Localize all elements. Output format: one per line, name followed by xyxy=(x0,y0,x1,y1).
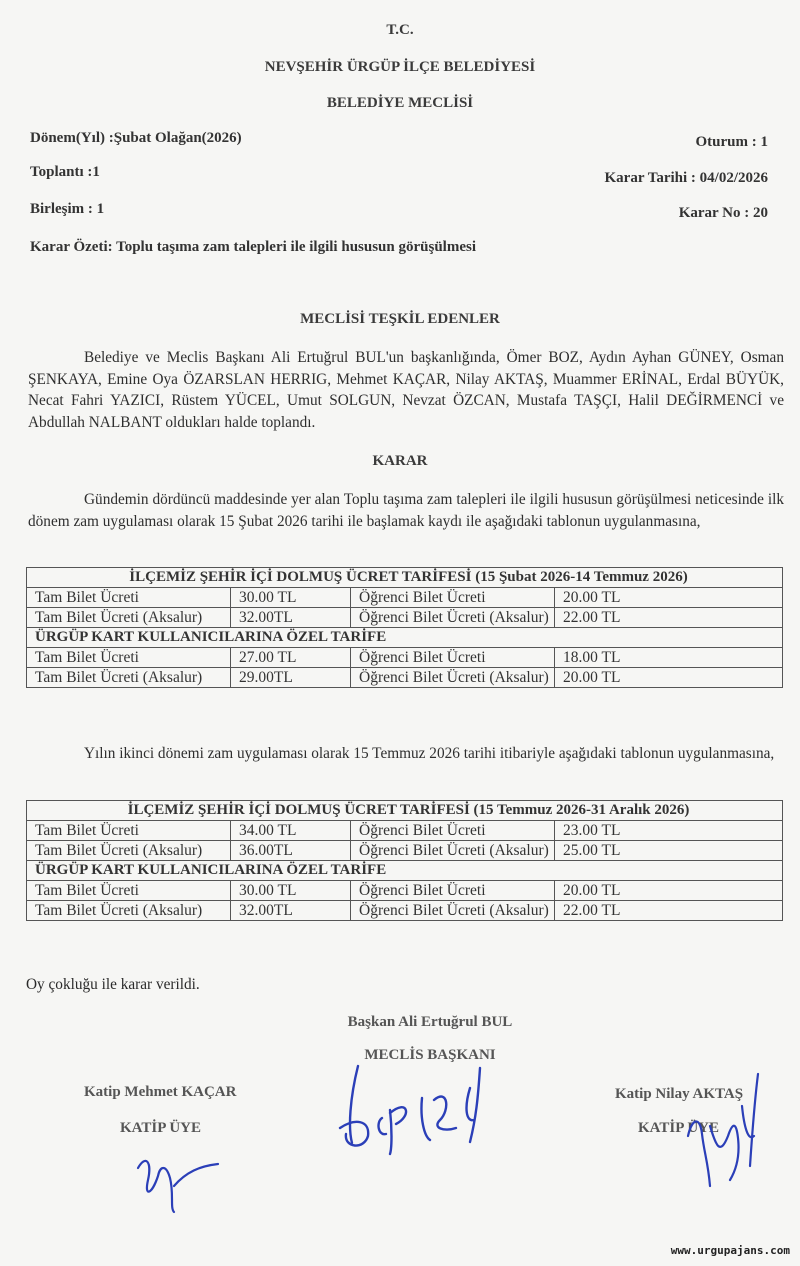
decision-date: Karar Tarihi : 04/02/2026 xyxy=(604,170,768,186)
table-subtitle: ÜRGÜP KART KULLANICILARINA ÖZEL TARİFE xyxy=(27,628,783,648)
fare-label: Öğrenci Bilet Ücreti xyxy=(351,648,555,668)
fare-label: Tam Bilet Ücreti (Aksalur) xyxy=(27,608,231,628)
decision-summary: Karar Özeti: Toplu taşıma zam talepleri ile ilgili hususun görüşülmesi xyxy=(30,239,476,255)
fare-value: 22.00 TL xyxy=(555,608,783,628)
fare-label: Öğrenci Bilet Ücreti xyxy=(351,881,555,901)
closing-statement: Oy çokluğu ile karar verildi. xyxy=(26,976,200,993)
table-row xyxy=(27,881,783,901)
fare-label: Tam Bilet Ücreti xyxy=(27,881,231,901)
fare-label: Öğrenci Bilet Ücreti (Aksalur) xyxy=(351,668,555,688)
members-paragraph: Belediye ve Meclis Başkanı Ali Ertuğrul BUL'un başkanlığında, Ömer BOZ, Aydın Ayhan GÜNEY, Osman ŞENKAYA, Emine Oya ÖZARSLAN HERRIG, Mehmet KAÇAR, Nilay AKTAŞ, Muammer ERİNAL, Erdal BÜYÜK, Necat Fahri YAZICI, Rüstem YÜCEL, Umut SOLGUN, Nevzat ÖZCAN, Mustafa TAŞÇI, Halil DEĞİRMENCİ ve Abdullah NALBANT oldukları halde toplandı. xyxy=(28,349,784,431)
header-tc: T.C. xyxy=(386,22,414,38)
clerk2-signature xyxy=(670,1066,780,1196)
president-name: Başkan Ali Ertuğrul BUL xyxy=(347,1014,513,1030)
fare-label: Öğrenci Bilet Ücreti xyxy=(351,588,555,608)
fare-label: Öğrenci Bilet Ücreti xyxy=(351,821,555,841)
decision-number: Karar No : 20 xyxy=(678,205,768,221)
clerk1-title: KATİP ÜYE xyxy=(120,1120,201,1136)
fare-value: 25.00 TL xyxy=(555,841,783,861)
fare-label: Tam Bilet Ücreti (Aksalur) xyxy=(27,841,231,861)
table-subtitle-row xyxy=(27,628,783,648)
fare-value: 20.00 TL xyxy=(555,588,783,608)
clerk2-title: KATİP ÜYE xyxy=(638,1120,719,1136)
table-title-row xyxy=(27,568,783,588)
table-row xyxy=(27,821,783,841)
fare-label: Öğrenci Bilet Ücreti (Aksalur) xyxy=(351,901,555,921)
decision-paragraph-1: Gündemin dördüncü maddesinde yer alan Toplu taşıma zam talepleri ile ilgili hususun görüşülmesi neticesinde ilk dönem zam uygulaması olarak 15 Şubat 2026 tarihi ile başlamak kaydı ile aşağıdaki tablonun uygulanmasına, xyxy=(28,491,784,530)
header-municipality: NEVŞEHİR ÜRGÜP İLÇE BELEDİYESİ xyxy=(264,59,536,75)
fare-value: 36.00TL xyxy=(231,841,351,861)
table-row xyxy=(27,841,783,861)
fare-value: 18.00 TL xyxy=(555,648,783,668)
fare-label: Tam Bilet Ücreti xyxy=(27,648,231,668)
fare-label: Tam Bilet Ücreti xyxy=(27,821,231,841)
clerk1-signature xyxy=(130,1136,250,1216)
fare-value: 20.00 TL xyxy=(555,668,783,688)
table-row xyxy=(27,901,783,921)
table-title: İLÇEMİZ ŞEHİR İÇİ DOLMUŞ ÜCRET TARİFESİ (15 Temmuz 2026-31 Aralık 2026) xyxy=(27,801,783,821)
fare-label: Tam Bilet Ücreti (Aksalur) xyxy=(27,901,231,921)
fare-label: Tam Bilet Ücreti (Aksalur) xyxy=(27,668,231,688)
session-label: Oturum : 1 xyxy=(695,134,768,150)
fare-value: 20.00 TL xyxy=(555,881,783,901)
fare-label: Öğrenci Bilet Ücreti (Aksalur) xyxy=(351,608,555,628)
president-signature xyxy=(330,1058,510,1158)
table-title: İLÇEMİZ ŞEHİR İÇİ DOLMUŞ ÜCRET TARİFESİ (15 Şubat 2026-14 Temmuz 2026) xyxy=(27,568,783,588)
table-row xyxy=(27,668,783,688)
fare-value: 32.00TL xyxy=(231,901,351,921)
clerk1-name: Katip Mehmet KAÇAR xyxy=(84,1084,237,1100)
fare-value: 32.00TL xyxy=(231,608,351,628)
fare-value: 22.00 TL xyxy=(555,901,783,921)
president-title: MECLİS BAŞKANI xyxy=(364,1047,496,1063)
table-row xyxy=(27,648,783,668)
table-subtitle-row xyxy=(27,861,783,881)
clerk2-name: Katip Nilay AKTAŞ xyxy=(615,1086,744,1102)
fare-value: 27.00 TL xyxy=(231,648,351,668)
fare-label: Öğrenci Bilet Ücreti (Aksalur) xyxy=(351,841,555,861)
tariff-table-second-period xyxy=(26,800,783,921)
fare-label: Tam Bilet Ücreti xyxy=(27,588,231,608)
sitting-label: Birleşim : 1 xyxy=(30,201,105,217)
decision-paragraph-2: Yılın ikinci dönemi zam uygulaması olarak 15 Temmuz 2026 tarihi itibariyle aşağıdaki tablonun uygulanmasına, xyxy=(84,745,775,762)
site-watermark: www.urgupajans.com xyxy=(670,1244,790,1257)
tariff-table-first-period xyxy=(26,567,783,688)
fare-value: 23.00 TL xyxy=(555,821,783,841)
term-label: Dönem(Yıl) :Şubat Olağan(2026) xyxy=(30,130,242,146)
fare-value: 30.00 TL xyxy=(231,881,351,901)
table-row xyxy=(27,588,783,608)
decision-heading: KARAR xyxy=(372,453,428,469)
fare-value: 29.00TL xyxy=(231,668,351,688)
fare-value: 30.00 TL xyxy=(231,588,351,608)
fare-value: 34.00 TL xyxy=(231,821,351,841)
table-subtitle: ÜRGÜP KART KULLANICILARINA ÖZEL TARİFE xyxy=(27,861,783,881)
members-heading: MECLİSİ TEŞKİL EDENLER xyxy=(300,311,500,327)
table-row xyxy=(27,608,783,628)
table-title-row xyxy=(27,801,783,821)
meeting-label: Toplantı :1 xyxy=(30,164,100,180)
header-council: BELEDİYE MECLİSİ xyxy=(326,95,474,111)
